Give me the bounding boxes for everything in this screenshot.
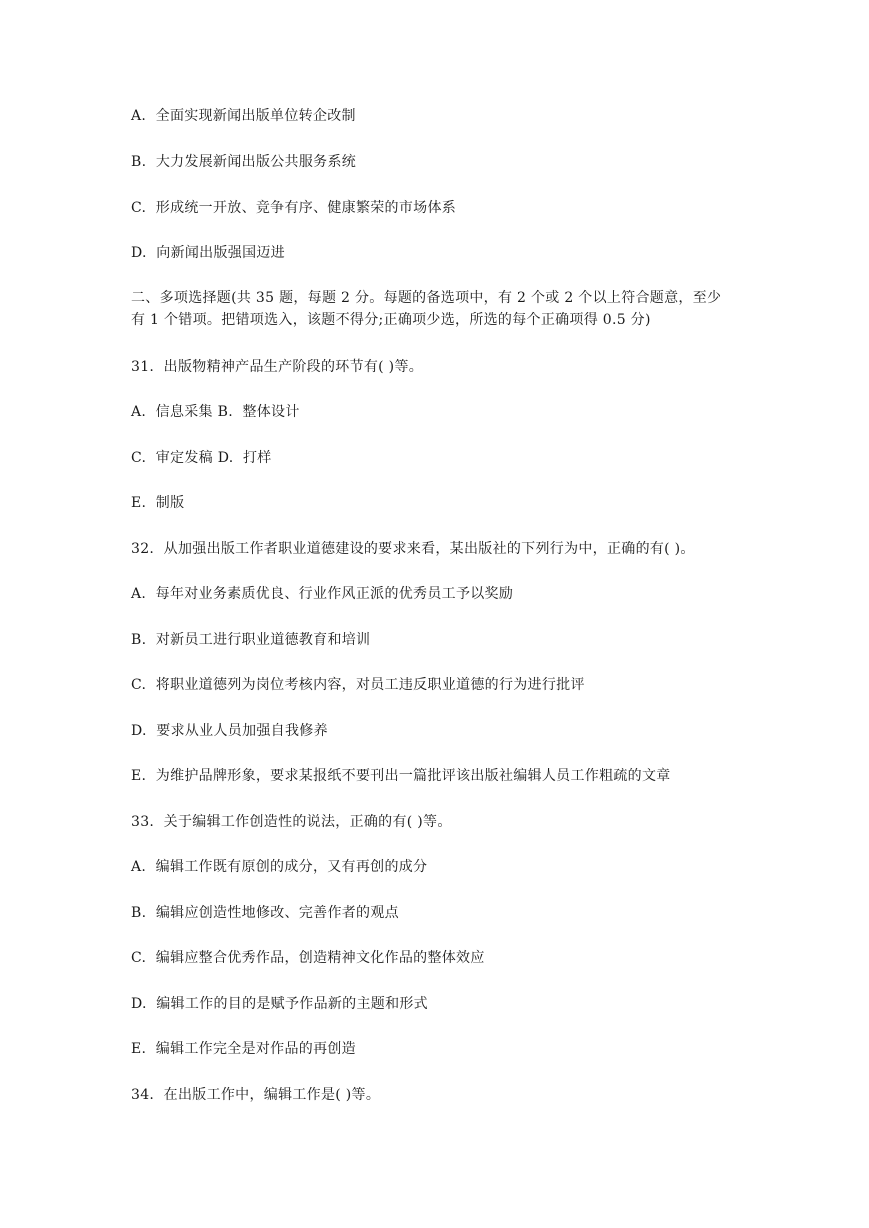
q30-option-b: B. 大力发展新闻出版公共服务系统 [131,154,357,170]
q32-stem: 32. 从加强出版工作者职业道德建设的要求来看，某出版社的下列行为中，正确的有( )。 [131,541,695,557]
section-heading-multiple-choice [131,287,751,331]
q33-option-d: D. 编辑工作的目的是赋予作品新的主题和形式 [131,996,428,1012]
q33-stem: 33. 关于编辑工作创造性的说法，正确的有( )等。 [131,814,452,830]
q33-option-e: E. 编辑工作完全是对作品的再创造 [131,1041,356,1057]
q30-option-d: D. 向新闻出版强国迈进 [131,245,285,261]
q32-option-e: E. 为维护品牌形象，要求某报纸不要刊出一篇批评该出版社编辑人员工作粗疏的文章 [131,768,671,784]
q31-options-cd: C. 审定发稿 D. 打样 [131,450,272,466]
q30-option-c: C. 形成统一开放、竞争有序、健康繁荣的市场体系 [131,200,457,216]
q34-stem: 34. 在出版工作中，编辑工作是( )等。 [131,1087,381,1103]
q33-option-a: A. 编辑工作既有原创的成分，又有再创的成分 [131,859,428,875]
q31-options-ab: A. 信息采集 B. 整体设计 [131,404,300,420]
section-heading-line-1: 二、多项选择题(共 35 题，每题 2 分。每题的备选项中，有 2 个或 2 个以上符合题意，至少 [131,290,722,306]
q30-option-a: A. 全面实现新闻出版单位转企改制 [131,108,356,124]
q32-option-a: A. 每年对业务素质优良、行业作风正派的优秀员工予以奖励 [131,586,514,602]
q32-option-d: D. 要求从业人员加强自我修养 [131,723,328,739]
q31-stem: 31. 出版物精神产品生产阶段的环节有( )等。 [131,359,424,375]
q31-option-e: E. 制版 [131,495,185,511]
q33-option-c: C. 编辑应整合优秀作品，创造精神文化作品的整体效应 [131,950,485,966]
q32-option-b: B. 对新员工进行职业道德教育和培训 [131,632,371,648]
section-heading-line-2: 有 1 个错项。把错项选入，该题不得分;正确项少选，所选的每个正确项得 0.5 分) [131,312,651,328]
q32-option-c: C. 将职业道德列为岗位考核内容，对员工违反职业道德的行为进行批评 [131,677,585,693]
q33-option-b: B. 编辑应创造性地修改、完善作者的观点 [131,905,399,921]
